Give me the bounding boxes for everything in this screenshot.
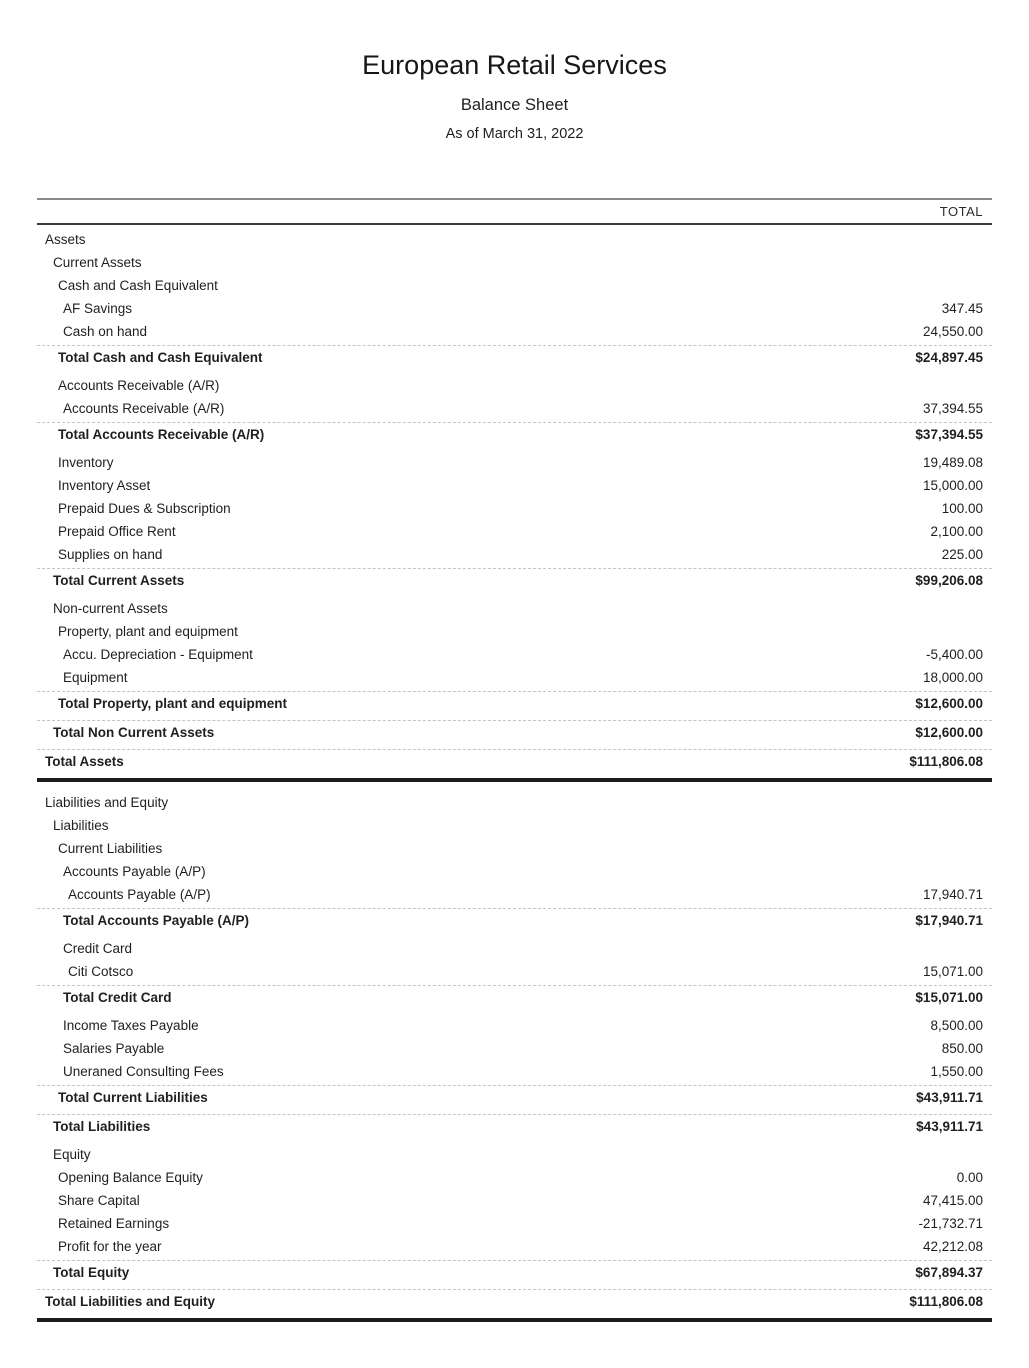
table-row — [37, 749, 992, 773]
row-label: Citi Cotsco — [68, 964, 134, 979]
table-row — [37, 1260, 992, 1284]
double-rule-divider — [37, 1318, 992, 1322]
table-row — [37, 1189, 992, 1212]
row-value: $99,206.08 — [915, 573, 983, 588]
row-value: 19,489.08 — [922, 455, 983, 470]
row-value: $67,894.37 — [915, 1265, 983, 1280]
table-row — [37, 1289, 992, 1313]
table-row — [37, 643, 992, 666]
row-value: $37,394.55 — [915, 427, 983, 442]
table-row — [37, 937, 992, 960]
row-label: Retained Earnings — [58, 1216, 170, 1231]
table-row — [37, 374, 992, 397]
row-value: 1,550.00 — [930, 1064, 983, 1079]
table-header-row — [37, 198, 992, 225]
report-rows — [37, 225, 992, 1322]
row-label: Total Property, plant and equipment — [58, 696, 288, 711]
table-row — [37, 620, 992, 643]
row-label: Assets — [45, 232, 86, 247]
table-row — [37, 1037, 992, 1060]
row-value: 24,550.00 — [922, 324, 983, 339]
table-row — [37, 1143, 992, 1166]
table-row — [37, 960, 992, 983]
table-row — [37, 985, 992, 1009]
row-label: Supplies on hand — [58, 547, 163, 562]
total-column-header: TOTAL — [939, 204, 983, 219]
row-value: $43,911.71 — [916, 1090, 983, 1105]
row-value: 42,212.08 — [922, 1239, 983, 1254]
row-value: 850.00 — [941, 1041, 983, 1056]
row-value: 47,415.00 — [922, 1193, 983, 1208]
row-label: Salaries Payable — [63, 1041, 165, 1056]
row-value: $43,911.71 — [916, 1119, 983, 1134]
row-value: $12,600.00 — [915, 696, 983, 711]
row-label: Total Credit Card — [63, 990, 172, 1005]
row-label: Share Capital — [58, 1193, 140, 1208]
row-value: 0.00 — [956, 1170, 983, 1185]
table-row — [37, 297, 992, 320]
table-row — [37, 251, 992, 274]
row-label: Non-current Assets — [53, 601, 168, 616]
row-value: 347.45 — [941, 301, 983, 316]
row-value: 37,394.55 — [922, 401, 983, 416]
row-value: $111,806.08 — [909, 754, 983, 769]
company-name: European Retail Services — [362, 50, 667, 80]
table-row — [37, 497, 992, 520]
row-label: Property, plant and equipment — [58, 624, 238, 639]
row-label: Liabilities and Equity — [45, 795, 169, 810]
row-label: Current Liabilities — [58, 841, 163, 856]
table-row — [37, 908, 992, 932]
table-row — [37, 883, 992, 906]
row-value: $24,897.45 — [915, 350, 983, 365]
row-label: Uneraned Consulting Fees — [63, 1064, 224, 1079]
row-label: Inventory Asset — [58, 478, 151, 493]
row-label: Accounts Payable (A/P) — [63, 864, 206, 879]
row-label: Profit for the year — [58, 1239, 162, 1254]
table-row — [37, 837, 992, 860]
report-table — [37, 198, 992, 1322]
row-value: -21,732.71 — [918, 1216, 983, 1231]
table-row — [37, 814, 992, 837]
row-label: Total Cash and Cash Equivalent — [58, 350, 263, 365]
table-row — [37, 1014, 992, 1037]
row-label: Accu. Depreciation - Equipment — [63, 647, 253, 662]
row-label: Equity — [53, 1147, 91, 1162]
row-label: Total Assets — [45, 754, 124, 769]
table-row — [37, 1114, 992, 1138]
table-row — [37, 1166, 992, 1189]
row-label: AF Savings — [63, 301, 133, 316]
row-value: $12,600.00 — [915, 725, 983, 740]
table-row — [37, 228, 992, 251]
report-date: As of March 31, 2022 — [445, 126, 584, 142]
row-label: Total Current Assets — [53, 573, 185, 588]
row-label: Total Accounts Payable (A/P) — [63, 913, 250, 928]
report-title: Balance Sheet — [460, 96, 569, 114]
row-label: Total Liabilities — [53, 1119, 151, 1134]
row-label: Accounts Receivable (A/R) — [63, 401, 225, 416]
row-label: Equipment — [63, 670, 128, 685]
row-label: Total Current Liabilities — [58, 1090, 208, 1105]
table-row — [37, 397, 992, 420]
table-row — [37, 691, 992, 715]
row-value: 225.00 — [941, 547, 983, 562]
row-label: Accounts Receivable (A/R) — [58, 378, 220, 393]
row-value: $17,940.71 — [915, 913, 983, 928]
row-value: 15,071.00 — [922, 964, 983, 979]
row-value: 8,500.00 — [930, 1018, 983, 1033]
row-label: Accounts Payable (A/P) — [68, 887, 211, 902]
row-label: Prepaid Dues & Subscription — [58, 501, 231, 516]
table-row — [37, 1085, 992, 1109]
table-row — [37, 422, 992, 446]
row-label: Liabilities — [53, 818, 109, 833]
table-row — [37, 568, 992, 592]
table-row — [37, 1212, 992, 1235]
table-row — [37, 1060, 992, 1083]
row-label: Opening Balance Equity — [58, 1170, 203, 1185]
double-rule-divider — [37, 778, 992, 782]
row-label: Current Assets — [53, 255, 142, 270]
table-row — [37, 451, 992, 474]
row-value: 15,000.00 — [922, 478, 983, 493]
row-value: 100.00 — [941, 501, 983, 516]
table-row — [37, 474, 992, 497]
table-row — [37, 520, 992, 543]
row-label: Income Taxes Payable — [63, 1018, 199, 1033]
report-header — [37, 48, 992, 143]
row-value: 2,100.00 — [930, 524, 983, 539]
table-row — [37, 666, 992, 689]
table-row — [37, 543, 992, 566]
row-value: 18,000.00 — [922, 670, 983, 685]
table-row — [37, 1235, 992, 1258]
table-row — [37, 791, 992, 814]
row-value: $111,806.08 — [909, 1294, 983, 1309]
table-row — [37, 860, 992, 883]
row-label: Total Liabilities and Equity — [45, 1294, 216, 1309]
row-label: Inventory — [58, 455, 114, 470]
row-label: Credit Card — [63, 941, 133, 956]
row-label: Prepaid Office Rent — [58, 524, 176, 539]
row-value: $15,071.00 — [915, 990, 983, 1005]
table-row — [37, 345, 992, 369]
table-row — [37, 274, 992, 297]
table-row — [37, 720, 992, 744]
row-value: -5,400.00 — [925, 647, 983, 662]
row-label: Total Accounts Receivable (A/R) — [58, 427, 265, 442]
table-row — [37, 597, 992, 620]
row-label: Cash on hand — [63, 324, 148, 339]
row-label: Total Equity — [53, 1265, 130, 1280]
row-label: Cash and Cash Equivalent — [58, 278, 218, 293]
row-value: 17,940.71 — [922, 887, 983, 902]
table-row — [37, 320, 992, 343]
row-label: Total Non Current Assets — [53, 725, 215, 740]
